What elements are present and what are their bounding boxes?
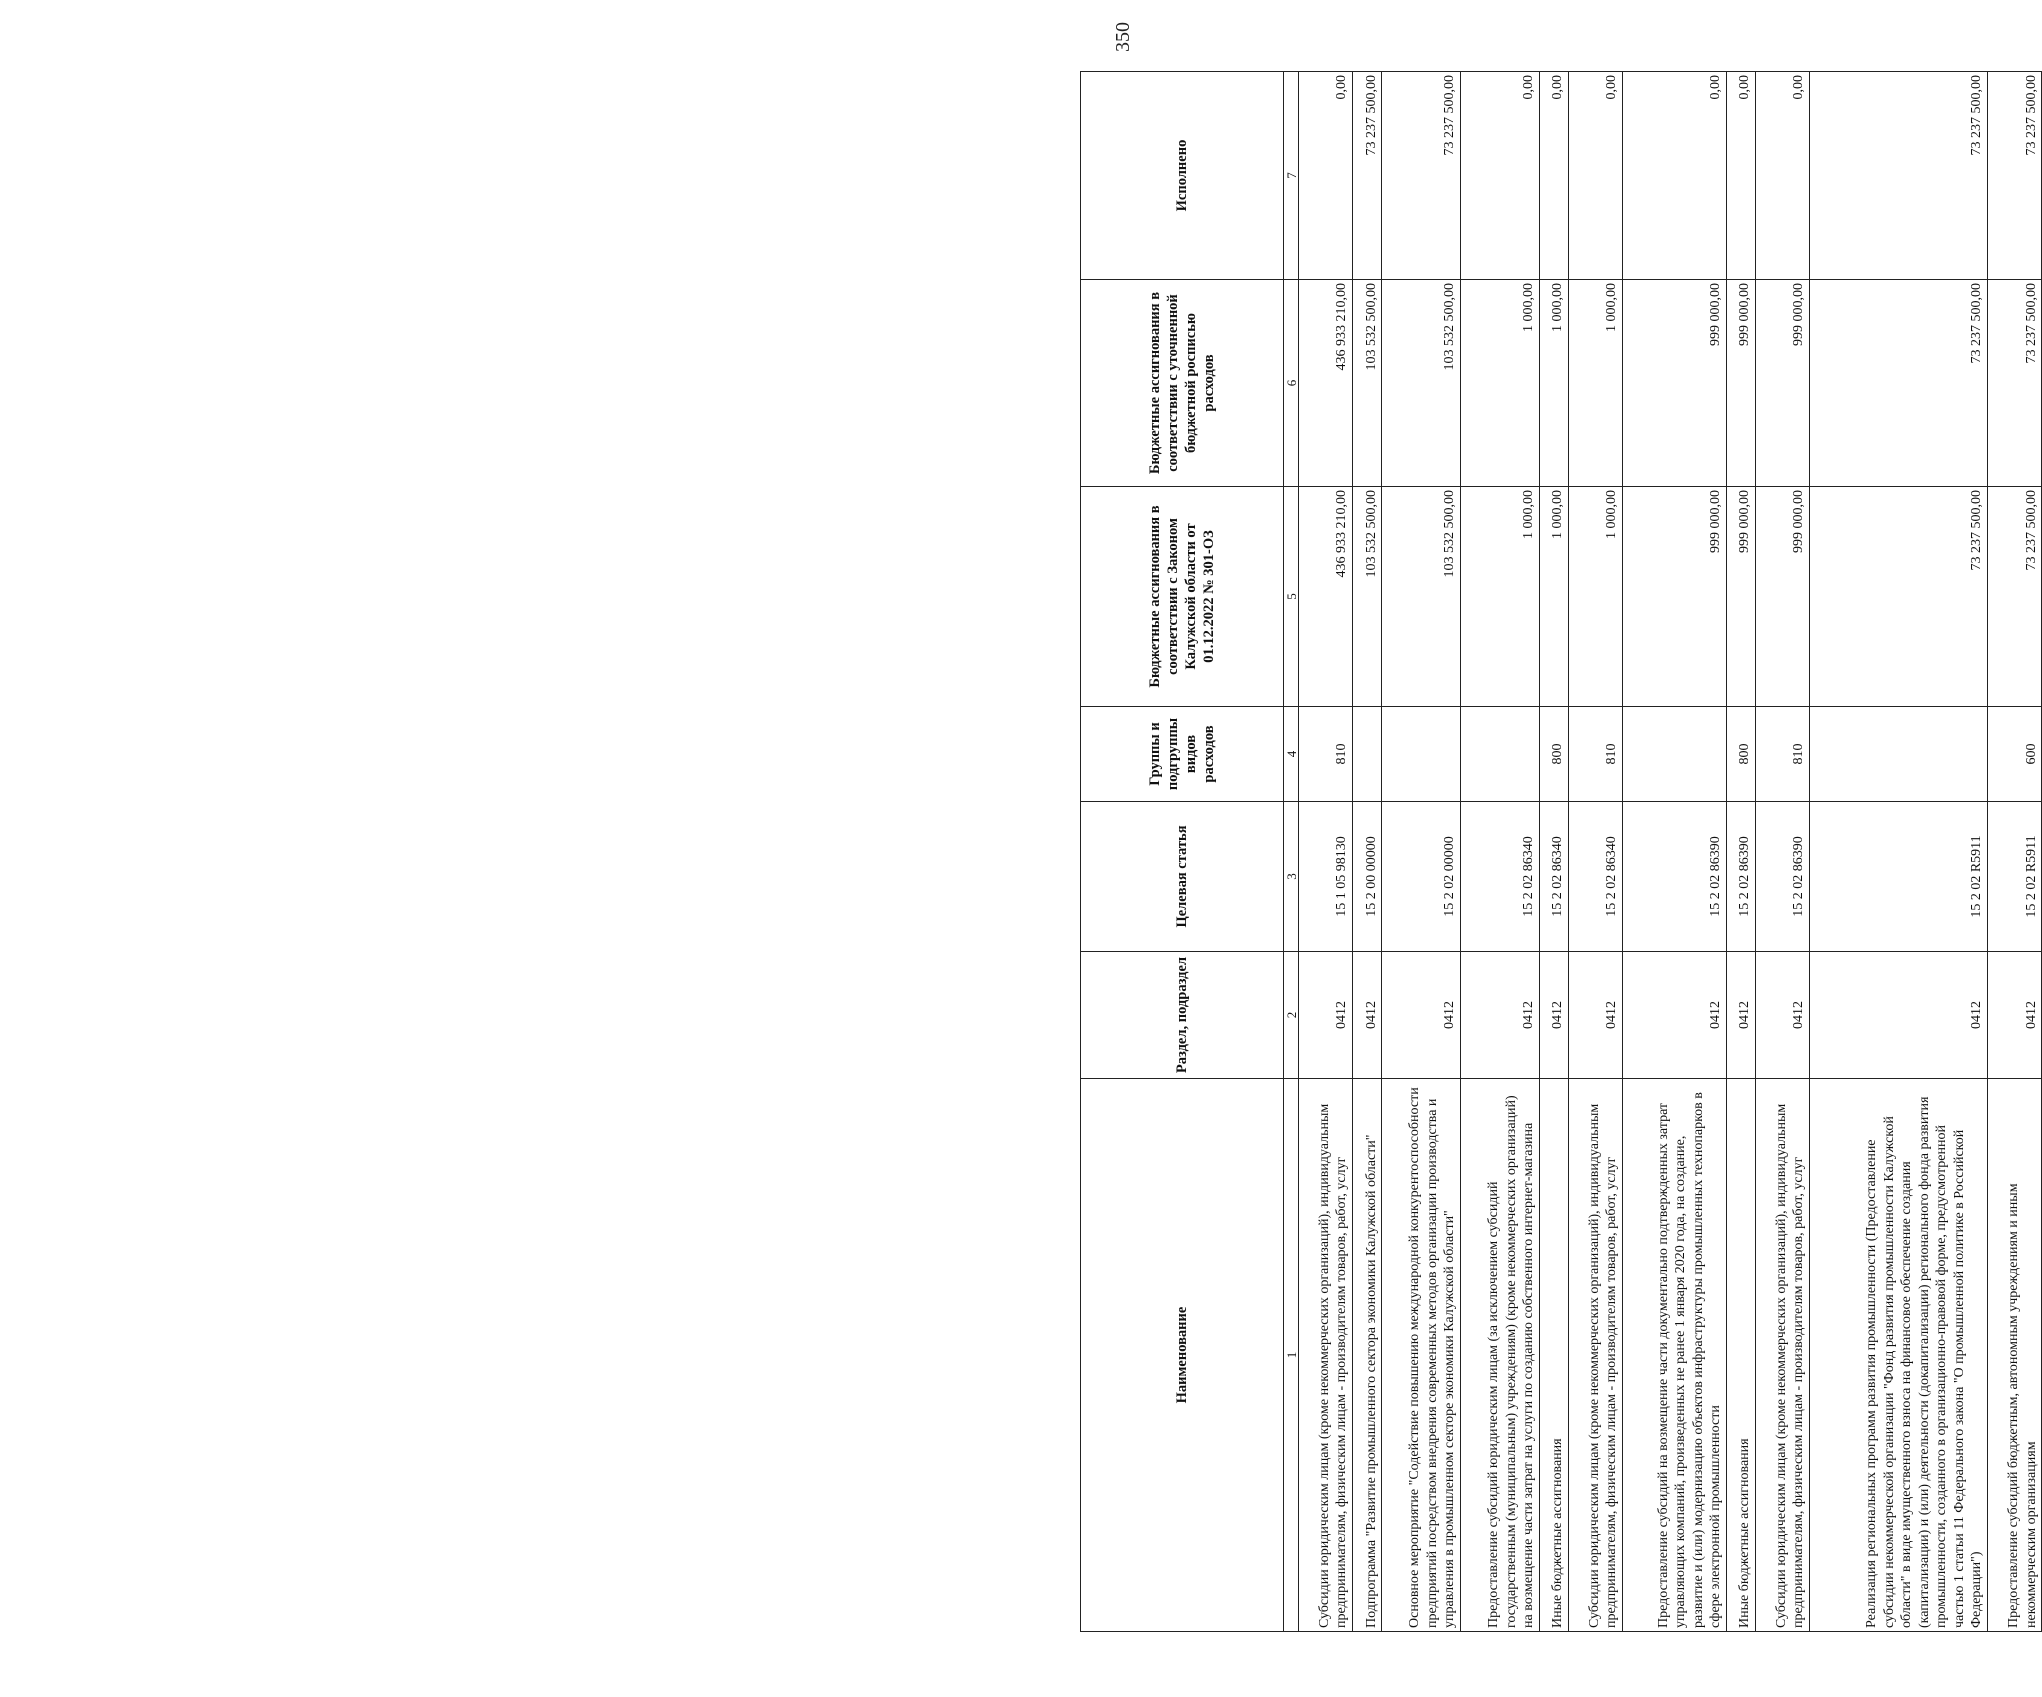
row-name-cell: Реализация региональных программ развития промышленности (Предоставление субсидии некоммерческой организации "Фонд развития промышленности Калужской области" в виде имущественного взноса на финансовое обеспечение создания (капитализации) и (или) деятельности (докапитализации) регионального фонда развития промышленности, созданного в организационно-правовой форме, предусмотренной частью 1 статьи 11 Федерального закона "О промышленной политике в Российской Федерации") [1809, 1079, 1987, 1632]
row-law-amount-cell: 999 000,00 [1755, 487, 1809, 707]
row-section-cell: 0412 [1726, 952, 1755, 1079]
row-law-amount-cell: 73 237 500,00 [1809, 487, 1987, 707]
column-number: 1 [1284, 1079, 1299, 1632]
row-name-cell: Предоставление субсидий юридическим лицам (за исключением субсидий государственным (муниципальным) учреждениям) (кроме некоммерческих организаций) на возмещение части затрат на услуги по созданию собственного интернет-магазина [1460, 1079, 1539, 1632]
row-name-cell: Иные бюджетные ассигнования [1539, 1079, 1568, 1632]
row-target-cell: 15 2 02 R5911 [1987, 802, 2041, 952]
header-group: Группы и подгруппы видов расходов [1081, 707, 1284, 802]
row-law-amount-cell: 999 000,00 [1622, 487, 1726, 707]
column-number: 2 [1284, 952, 1299, 1079]
row-executed-amount-cell: 0,00 [1460, 72, 1539, 280]
table-row [1568, 72, 1622, 1632]
row-law-amount-cell: 1 000,00 [1539, 487, 1568, 707]
row-group-cell: 810 [1299, 707, 1353, 802]
row-name-cell: Предоставление субсидий бюджетным, автономным учреждениям и иным некоммерческим организациям [1987, 1079, 2041, 1632]
row-group-cell: 810 [1755, 707, 1809, 802]
row-section-cell: 0412 [1568, 952, 1622, 1079]
row-section-cell: 0412 [1460, 952, 1539, 1079]
header-executed: Исполнено [1081, 72, 1284, 280]
row-executed-amount-cell: 0,00 [1568, 72, 1622, 280]
row-executed-amount-cell: 73 237 500,00 [1382, 72, 1461, 280]
row-group-cell [1460, 707, 1539, 802]
rotated-table-page [1080, 72, 2042, 1632]
table-row [1539, 72, 1568, 1632]
row-roster-amount-cell: 103 532 500,00 [1382, 280, 1461, 487]
row-name-cell: Субсидии юридическим лицам (кроме некоммерческих организаций), индивидуальным предпринимателям, физическим лицам - производителям товаров, работ, услуг [1299, 1079, 1353, 1632]
row-roster-amount-cell: 999 000,00 [1755, 280, 1809, 487]
table-row [1382, 72, 1461, 1632]
row-section-cell: 0412 [1622, 952, 1726, 1079]
row-group-cell [1622, 707, 1726, 802]
row-roster-amount-cell: 1 000,00 [1460, 280, 1539, 487]
header-law: Бюджетные ассигнования в соответствии с Законом Калужской области от 01.12.2022 № 301-ОЗ [1081, 487, 1284, 707]
table-row [1809, 72, 1987, 1632]
row-section-cell: 0412 [1987, 952, 2041, 1079]
row-name-cell: Субсидии юридическим лицам (кроме некоммерческих организаций), индивидуальным предпринимателям, физическим лицам - производителям товаров, работ, услуг [1755, 1079, 1809, 1632]
table-row [1726, 72, 1755, 1632]
row-executed-amount-cell: 0,00 [1726, 72, 1755, 280]
row-name-cell: Иные бюджетные ассигнования [1726, 1079, 1755, 1632]
table-row [1987, 72, 2041, 1632]
row-name-cell: Субсидии юридическим лицам (кроме некоммерческих организаций), индивидуальным предпринимателям, физическим лицам - производителям товаров, работ, услуг [1568, 1079, 1622, 1632]
table-row [1755, 72, 1809, 1632]
row-roster-amount-cell: 1 000,00 [1568, 280, 1622, 487]
table-row [1352, 72, 1381, 1632]
row-name-cell: Предоставление субсидий на возмещение части документально подтвержденных затрат управляющих компаний, произведенных не ранее 1 января 2020 года, на создание, развитие и (или) модернизацию объектов инфраструктуры промышленных технопарков в сфере электронной промышленности [1622, 1079, 1726, 1632]
row-name-cell: Подпрограмма "Развитие промышленного сектора экономики Калужской области" [1352, 1079, 1381, 1632]
row-law-amount-cell: 999 000,00 [1726, 487, 1755, 707]
row-group-cell: 810 [1568, 707, 1622, 802]
row-law-amount-cell: 103 532 500,00 [1382, 487, 1461, 707]
row-group-cell [1352, 707, 1381, 802]
header-roster: Бюджетные ассигнования в соответствии с уточненной бюджетной росписью расходов [1081, 280, 1284, 487]
row-roster-amount-cell: 73 237 500,00 [1987, 280, 2041, 487]
row-group-cell [1382, 707, 1461, 802]
row-section-cell: 0412 [1539, 952, 1568, 1079]
row-executed-amount-cell: 0,00 [1622, 72, 1726, 280]
row-executed-amount-cell: 73 237 500,00 [1352, 72, 1381, 280]
row-executed-amount-cell: 0,00 [1755, 72, 1809, 280]
row-roster-amount-cell: 1 000,00 [1539, 280, 1568, 487]
row-section-cell: 0412 [1382, 952, 1461, 1079]
row-target-cell: 15 2 02 86390 [1726, 802, 1755, 952]
row-group-cell: 800 [1539, 707, 1568, 802]
row-roster-amount-cell: 999 000,00 [1622, 280, 1726, 487]
column-number-row [1284, 72, 1299, 1632]
row-section-cell: 0412 [1809, 952, 1987, 1079]
row-target-cell: 15 2 02 86390 [1755, 802, 1809, 952]
row-roster-amount-cell: 103 532 500,00 [1352, 280, 1381, 487]
header-target: Целевая статья [1081, 802, 1284, 952]
row-group-cell: 600 [1987, 707, 2041, 802]
row-law-amount-cell: 436 933 210,00 [1299, 487, 1353, 707]
row-law-amount-cell: 1 000,00 [1460, 487, 1539, 707]
row-group-cell: 800 [1726, 707, 1755, 802]
row-executed-amount-cell: 73 237 500,00 [1987, 72, 2041, 280]
row-roster-amount-cell: 999 000,00 [1726, 280, 1755, 487]
row-target-cell: 15 2 02 86340 [1460, 802, 1539, 952]
row-law-amount-cell: 1 000,00 [1568, 487, 1622, 707]
table-row [1460, 72, 1539, 1632]
row-executed-amount-cell: 0,00 [1539, 72, 1568, 280]
row-section-cell: 0412 [1755, 952, 1809, 1079]
column-number: 6 [1284, 280, 1299, 487]
table-row [1622, 72, 1726, 1632]
row-group-cell [1809, 707, 1987, 802]
row-name-cell: Основное мероприятие "Содействие повышению международной конкурентоспособности предприятий посредством внедрения современных методов организации производства и управления в промышленном секторе экономики Калужской области" [1382, 1079, 1461, 1632]
header-name: Наименование [1081, 1079, 1284, 1632]
table-row [1299, 72, 1353, 1632]
column-number: 7 [1284, 72, 1299, 280]
header-section: Раздел, подраздел [1081, 952, 1284, 1079]
row-target-cell: 15 2 02 86390 [1622, 802, 1726, 952]
row-law-amount-cell: 73 237 500,00 [1987, 487, 2041, 707]
row-executed-amount-cell: 73 237 500,00 [1809, 72, 1987, 280]
page-number: 350 [1112, 22, 1134, 52]
row-target-cell: 15 2 02 R5911 [1809, 802, 1987, 952]
row-law-amount-cell: 103 532 500,00 [1352, 487, 1381, 707]
column-number: 4 [1284, 707, 1299, 802]
row-target-cell: 15 2 02 86340 [1539, 802, 1568, 952]
row-section-cell: 0412 [1352, 952, 1381, 1079]
table-header-row [1081, 72, 1284, 1632]
row-target-cell: 15 1 05 98130 [1299, 802, 1353, 952]
row-target-cell: 15 2 02 00000 [1382, 802, 1461, 952]
row-roster-amount-cell: 436 933 210,00 [1299, 280, 1353, 487]
row-section-cell: 0412 [1299, 952, 1353, 1079]
budget-table [1080, 71, 2042, 1632]
row-roster-amount-cell: 73 237 500,00 [1809, 280, 1987, 487]
row-executed-amount-cell: 0,00 [1299, 72, 1353, 280]
column-number: 3 [1284, 802, 1299, 952]
column-number: 5 [1284, 487, 1299, 707]
row-target-cell: 15 2 02 86340 [1568, 802, 1622, 952]
row-target-cell: 15 2 00 00000 [1352, 802, 1381, 952]
